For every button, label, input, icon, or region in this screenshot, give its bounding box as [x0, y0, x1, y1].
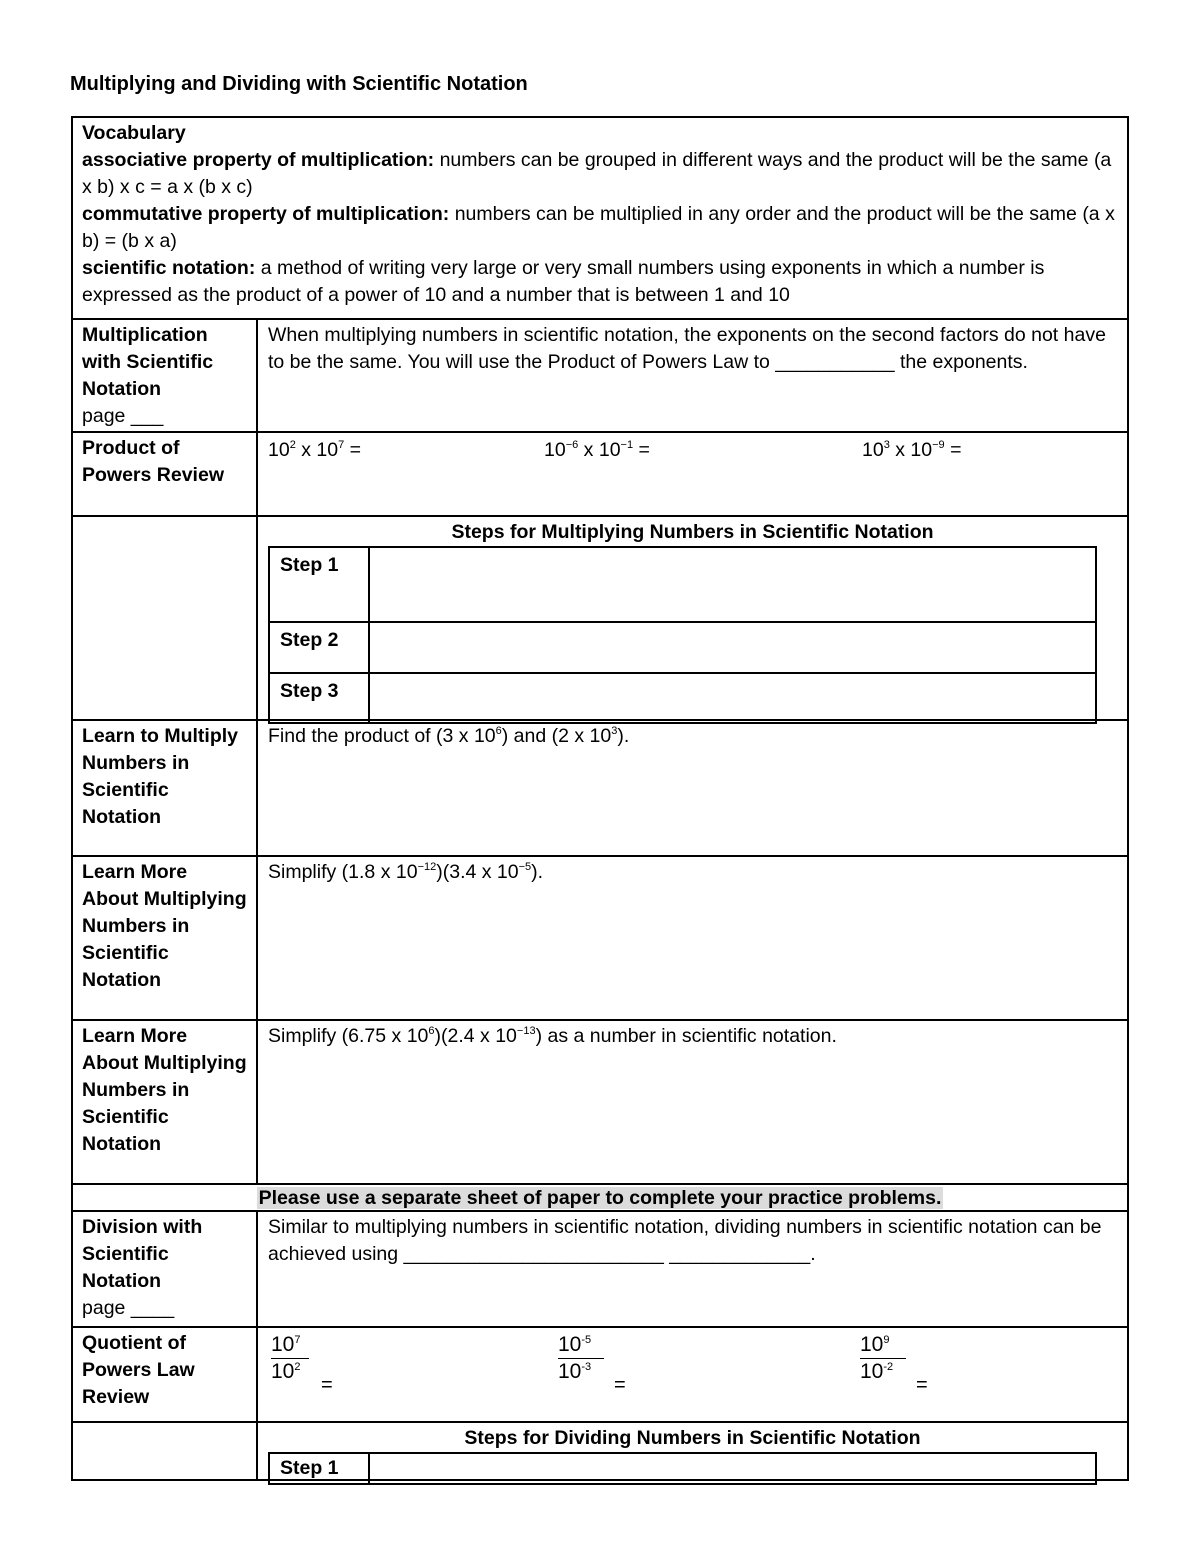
quotient-problem: $10^{-5}$ $10^{-3}$ = [558, 1333, 626, 1396]
step-label: Step 1 [269, 1453, 369, 1484]
product-problem: $10^2$ x $10^7$ = [268, 439, 362, 461]
multiplication-row [71, 318, 1129, 431]
steps-title: Steps for Multiplying Numbers in Scientific Notation [451, 521, 934, 543]
quotient-problem: $10^7$ $10^2$ = [271, 1333, 333, 1396]
quotient-problem: $10^9$ $10^{-2}$ = [860, 1333, 928, 1396]
learn-more-row [71, 1019, 1129, 1183]
worksheet-table [71, 116, 1129, 1481]
vocab-row [71, 116, 1129, 318]
vocab-heading: Vocabulary [82, 122, 186, 144]
learn-multiply-row [71, 719, 1129, 855]
row-label: Multiplication with Scientific Notation page ___ [73, 320, 258, 431]
learn-more-row [71, 855, 1129, 1019]
vocab-item: commutative property of multiplication: numbers can be multiplied in any order and the product will be the same (a x b) = (b x a) [82, 203, 1115, 252]
multiplication-text: When multiplying numbers in scientific notation, the exponents on the second factors do not have to be the same. You will use the Product of Powers Law to ___________ the exponents. [268, 324, 1106, 373]
page-ref: page ____ [82, 1297, 175, 1319]
row-label: Learn to Multiply Numbers in Scientific Notation [73, 721, 258, 855]
product-problem: $10^{-6}$ x $10^{-1}$ = [544, 439, 650, 461]
problem-text: Simplify (1.8 x $10^{-12})(3.4$ x $10^{-5}$). [268, 861, 544, 883]
division-row [71, 1210, 1129, 1326]
steps-table [268, 546, 1097, 724]
product-review-row [71, 431, 1129, 515]
vocab-item: associative property of multiplication: numbers can be grouped in different ways and the product will be the same (a x b) x c = a x (b x c) [82, 149, 1112, 198]
banner-row [71, 1183, 1129, 1210]
mult-steps-row [71, 515, 1129, 719]
row-label: Product of Powers Review [73, 433, 258, 515]
step-answer[interactable] [369, 1453, 1096, 1484]
step-answer[interactable] [369, 673, 1096, 723]
quotient-review-row [71, 1326, 1129, 1421]
problem-text: Simplify (6.75 x $10^6)(2.4$ x $10^{-13}$) as a number in scientific notation. [268, 1025, 837, 1047]
row-label: Division with Scientific Notation page ____ [73, 1212, 258, 1326]
product-problem: $10^3$ x $10^{-9}$ = [862, 439, 962, 461]
step-label: Step 2 [269, 622, 369, 673]
step-label: Step 3 [269, 673, 369, 723]
row-label: Learn More About Multiplying Numbers in Scientific Notation [73, 857, 258, 1019]
division-text: Similar to multiplying numbers in scientific notation, dividing numbers in scientific notation can be achieved using ________________________ _____________. [268, 1216, 1102, 1265]
row-label: Learn More About Multiplying Numbers in Scientific Notation [73, 1021, 258, 1183]
step-answer[interactable] [369, 622, 1096, 673]
vocab-item: scientific notation: a method of writing very large or very small numbers using exponents in which a number is expressed as the product of a power of 10 and a number that is between 1 and 10 [82, 257, 1045, 306]
page-title: Multiplying and Dividing with Scientific Notation [70, 73, 528, 95]
steps-title: Steps for Dividing Numbers in Scientific Notation [464, 1427, 921, 1449]
problem-text: Find the product of (3 x $10^6$) and (2 x $10^3$). [268, 725, 630, 747]
practice-banner: Please use a separate sheet of paper to complete your practice problems. [258, 1187, 942, 1209]
row-label: Quotient of Powers Law Review [73, 1328, 258, 1421]
step-answer[interactable] [369, 547, 1096, 622]
page-ref: page ___ [82, 405, 164, 427]
steps-table [268, 1452, 1097, 1485]
step-label: Step 1 [269, 547, 369, 622]
div-steps-row [71, 1421, 1129, 1481]
